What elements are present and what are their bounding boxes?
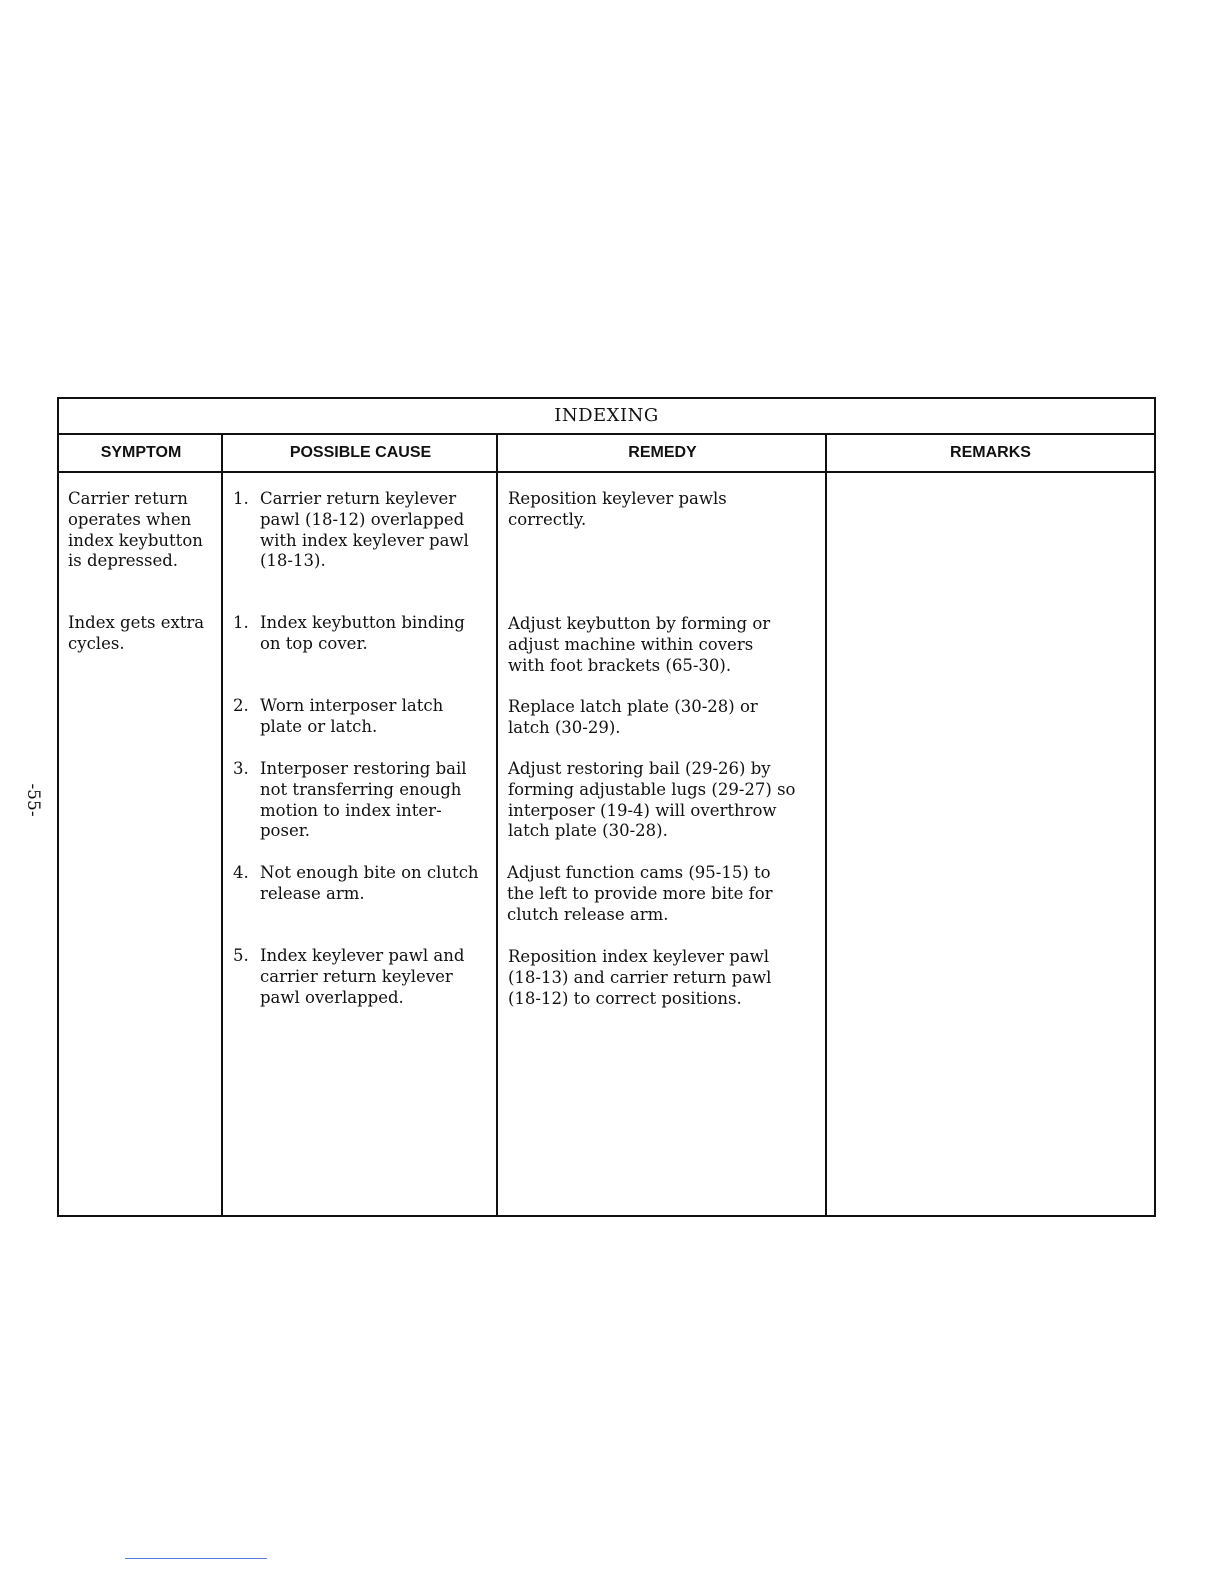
column-divider: [221, 435, 223, 1215]
column-divider: [496, 435, 498, 1215]
cause-text: Interposer restoring bail not transferring enough motion to index inter- poser.: [260, 759, 467, 841]
cause-number: 1.: [233, 489, 249, 508]
header-remarks: REMARKS: [950, 444, 1031, 461]
cause-number: 1.: [233, 613, 249, 632]
cause-text: Carrier return keylever pawl (18-12) overlapped with index keylever pawl (18-13).: [260, 489, 469, 571]
cause-text: Index keybutton binding on top cover.: [260, 613, 465, 653]
cause-text: Index keylever pawl and carrier return keylever pawl overlapped.: [260, 946, 465, 1007]
table-title: INDEXING: [59, 399, 1154, 435]
remedy-text: Reposition keylever pawls correctly.: [508, 489, 727, 529]
header-remedy: REMEDY: [628, 444, 697, 461]
remedy-text: Adjust function cams (95-15) to the left to provide more bite for clutch release arm.: [507, 863, 773, 924]
cause-text: Worn interposer latch plate or latch.: [260, 696, 444, 736]
troubleshooting-table: [57, 397, 1156, 1217]
cause-number: 4.: [233, 863, 249, 882]
remedy-text: Adjust restoring bail (29-26) by forming adjustable lugs (29-27) so interposer (19-4) will overthrow latch plate (30-28).: [508, 759, 796, 841]
header-row: [59, 435, 1154, 473]
remedy-text: Reposition index keylever pawl (18-13) and carrier return pawl (18-12) to correct positions.: [508, 947, 772, 1008]
symptom-cell: Index gets extra cycles.: [68, 613, 205, 653]
remedy-text: Adjust keybutton by forming or adjust machine within covers with foot brackets (65-30).: [508, 614, 771, 675]
cause-text: Not enough bite on clutch release arm.: [260, 863, 479, 903]
column-divider: [825, 435, 827, 1215]
symptom-cell: Carrier return operates when index keybutton is depressed.: [68, 489, 203, 571]
footer-rule: [125, 1558, 267, 1559]
cause-number: 3.: [233, 759, 249, 778]
header-symptom: SYMPTOM: [100, 444, 182, 461]
remedy-text: Replace latch plate (30-28) or latch (30-29).: [508, 697, 758, 737]
cause-number: 2.: [233, 696, 249, 715]
cause-number: 5.: [233, 946, 249, 965]
header-possible-cause: POSSIBLE CAUSE: [289, 444, 432, 461]
page-number: -55-: [23, 783, 43, 817]
